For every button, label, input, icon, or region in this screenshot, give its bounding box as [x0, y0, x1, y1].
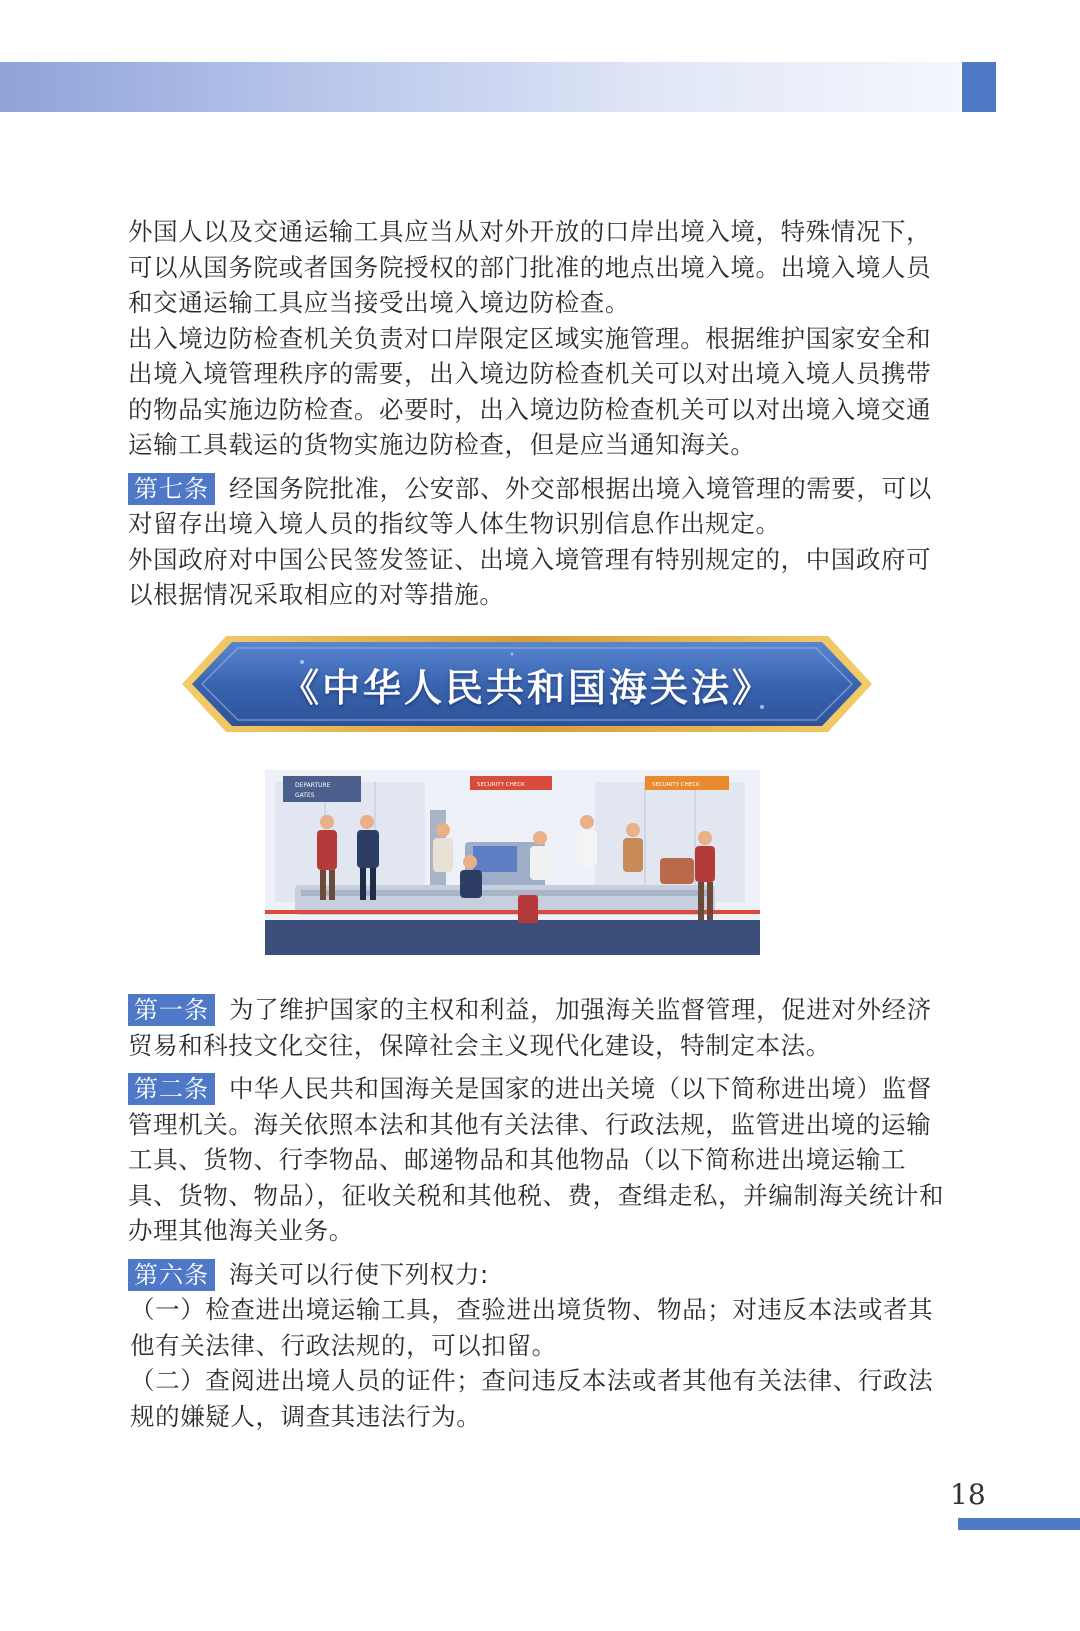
article-2	[128, 1071, 948, 1249]
article-text: 为了维护国家的主权和利益，加强海关监督管理，促进对外经济贸易和科技文化交往，保障社会主义现代化建设，特制定本法。	[128, 995, 932, 1060]
article-tag: 第一条	[128, 994, 215, 1026]
article-text: 经国务院批准，公安部、外交部根据出境入境管理的需要，可以对留存出境入境人员的指纹等人体生物识别信息作出规定。	[128, 473, 932, 538]
paragraph-closing: 外国政府对中国公民签发签证、出境入境管理有特别规定的，中国政府可以根据情况采取相应的对等措施。	[128, 544, 932, 609]
departure-sign-text: DEPARTURE	[295, 782, 331, 789]
article-7	[128, 471, 948, 542]
article-1	[128, 992, 948, 1063]
gates-sign-text: GATES	[295, 792, 315, 799]
airport-scene	[265, 770, 760, 955]
article-text: 海关可以行使下列权力:	[229, 1259, 489, 1289]
security-sign-2-text: SECURITY CHECK	[652, 782, 700, 788]
article-tag: 第七条	[128, 473, 215, 505]
security-check-illustration	[265, 770, 760, 955]
banner-title: 《中华人民共和国海关法》	[280, 665, 773, 710]
article-text: 中华人民共和国海关是国家的进出关境（以下简称进出境）监督管理机关。海关依照本法和其他有关法律、行政法规，监管进出境的运输工具、货物、行李物品、邮递物品和其他物品（以下简称进出境运输工具、货物、物品），征收关税和其他税、费，查缉走私，并编制海关统计和办理其他海关业务。	[128, 1074, 945, 1245]
section-2	[128, 992, 948, 1434]
article-6	[128, 1257, 948, 1293]
article-6-item-2: （二）查阅进出境人员的证件；查问违反本法或者其他有关法律、行政法规的嫌疑人，调查其违法行为。	[130, 1366, 934, 1431]
page-number-bar	[958, 1518, 1080, 1530]
header-gradient-band	[0, 62, 960, 112]
header-accent-block	[962, 62, 996, 112]
paragraph-2: 出入境边防检查机关负责对口岸限定区域实施管理。根据维护国家安全和出境入境管理秩序的需要，出入境边防检查机关可以对出境入境人员携带的物品实施边防检查。必要时，出入境边防检查机关可以对出境入境交通运输工具载运的货物实施边防检查，但是应当通知海关。	[128, 323, 932, 459]
article-tag: 第二条	[128, 1073, 215, 1105]
title-banner	[182, 632, 872, 736]
article-tag: 第六条	[128, 1259, 215, 1291]
page-number: 18	[950, 1478, 986, 1511]
article-6-item-1: （一）检查进出境运输工具，查验进出境货物、物品；对违反本法或者其他有关法律、行政法规的，可以扣留。	[130, 1295, 934, 1360]
paragraph-1: 外国人以及交通运输工具应当从对外开放的口岸出境入境，特殊情况下，可以从国务院或者国务院授权的部门批准的地点出境入境。出境入境人员和交通运输工具应当接受出境入境边防检查。	[128, 217, 932, 317]
section-1	[128, 214, 948, 613]
security-sign-1-text: SECURITY CHECK	[477, 782, 525, 788]
